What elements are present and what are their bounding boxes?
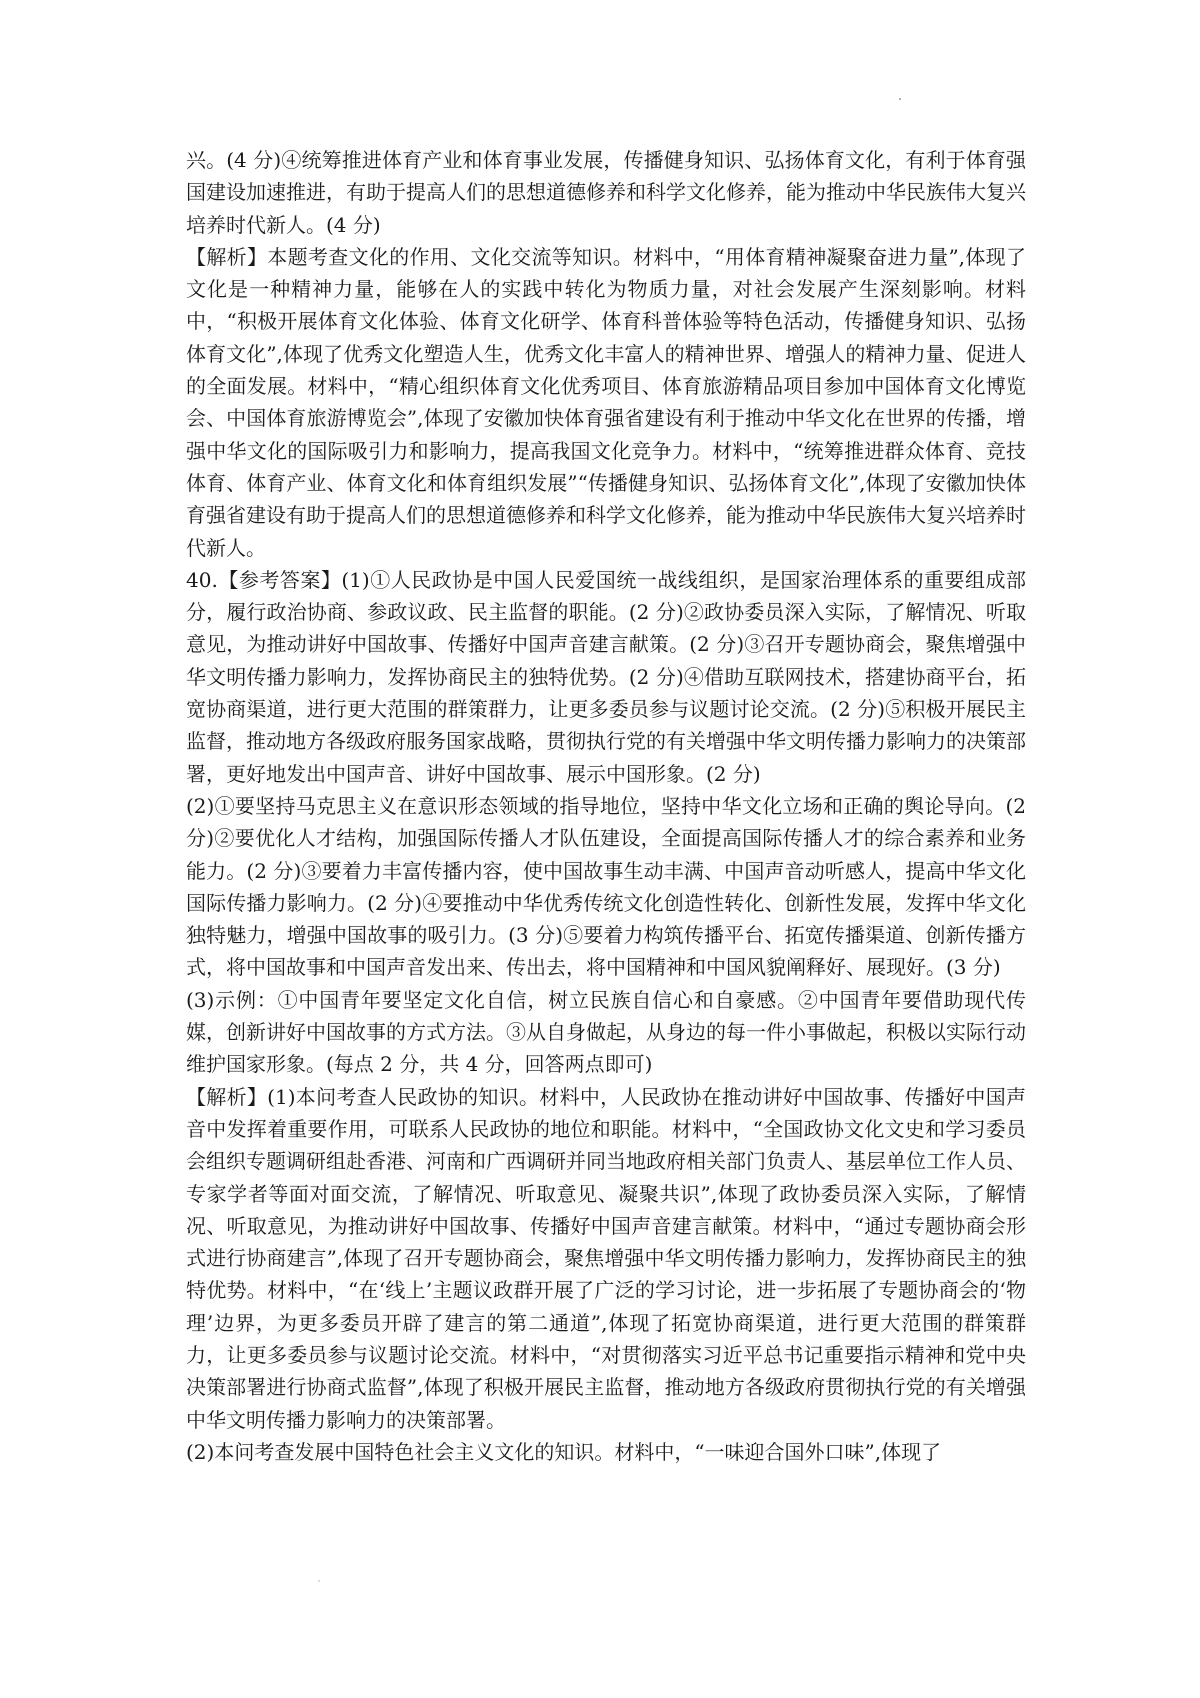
paragraph-answer-40-part2: (2)①要坚持马克思主义在意识形态领域的指导地位，坚持中华文化立场和正确的舆论导向。(2 分)②要优化人才结构，加强国际传播人才队伍建设，全面提高国际传播人才的综合素养和业务能力。(2 分)③要着力丰富传播内容，使中国故事生动丰满、中国声音动听感人，提高中华文化国际传播力影响力。(2 分)④要推动中华优秀传统文化创造性转化、创新性发展，发挥中华文化独特魅力，增强中国故事的吸引力。(3 分)⑤要着力构筑传播平台、拓宽传播渠道、创新传播方式，将中国故事和中国声音发出来、传出去，将中国精神和中国风貌阐释好、展现好。(3 分)	[186, 793, 1026, 980]
document-body	[186, 144, 1026, 1468]
paragraph-answer-40-part3: (3)示例：①中国青年要坚定文化自信，树立民族自信心和自豪感。②中国青年要借助现代传媒，创新讲好中国故事的方式方法。③从自身做起，从身边的每一件小事做起，积极以实际行动维护国家形象。(每点 2 分，共 4 分，回答两点即可)	[186, 987, 1026, 1077]
scan-speck	[318, 1580, 320, 1582]
paragraph-analysis-39: 【解析】本题考查文化的作用、文化交流等知识。材料中，“用体育精神凝聚奋进力量”,体现了文化是一种精神力量，能够在人的实践中转化为物质力量，对社会发展产生深刻影响。材料中，“积极开展体育文化体验、体育文化研学、体育科普体验等特色活动，传播健身知识、弘扬体育文化”,体现了优秀文化塑造人生，优秀文化丰富人的精神世界、增强人的精神力量、促进人的全面发展。材料中，“精心组织体育文化优秀项目、体育旅游精品项目参加中国体育文化博览会、中国体育旅游博览会”,体现了安徽加快体育强省建设有利于推动中华文化在世界的传播，增强中华文化的国际吸引力和影响力，提高我国文化竞争力。材料中，“统筹推进群众体育、竞技体育、体育产业、体育文化和体育组织发展”“传播健身知识、弘扬体育文化”,体现了安徽加快体育强省建设有助于提高人们的思想道德修养和科学文化修养，能为推动中华民族伟大复兴培养时代新人。	[186, 244, 1026, 560]
paragraph-answer-39-end: 兴。(4 分)④统筹推进体育产业和体育事业发展，传播健身知识、弘扬体育文化，有利于体育强国建设加速推进，有助于提高人们的思想道德修养和科学文化修养，能为推动中华民族伟大复兴培养时代新人。(4 分)	[186, 148, 1026, 237]
paragraph-answer-40-part1: 40.【参考答案】(1)①人民政协是中国人民爱国统一战线组织，是国家治理体系的重要组成部分，履行政治协商、参政议政、民主监督的职能。(2 分)②政协委员深入实际，了解情况、听取意见，为推动讲好中国故事、传播好中国声音建言献策。(2 分)③召开专题协商会，聚焦增强中华文明传播力影响力，发挥协商民主的独特优势。(2 分)④借助互联网技术，搭建协商平台，拓宽协商渠道，进行更大范围的群策群力，让更多委员参与议题讨论交流。(2 分)⑤积极开展民主监督，推动地方各级政府服务国家战略，贯彻执行党的有关增强中华文明传播力影响力的决策部署，更好地发出中国声音、讲好中国故事、展示中国形象。(2 分)	[186, 567, 1026, 786]
paragraph-analysis-40-part1: 【解析】(1)本问考查人民政协的知识。材料中，人民政协在推动讲好中国故事、传播好中国声音中发挥着重要作用，可联系人民政协的地位和职能。材料中，“全国政协文化文史和学习委员会组织专题调研组赴香港、河南和广西调研并同当地政府相关部门负责人、基层单位工作人员、专家学者等面对面交流，了解情况、听取意见、凝聚共识”,体现了政协委员深入实际，了解情况、听取意见，为推动讲好中国故事、传播好中国声音建言献策。材料中，“通过专题协商会形式进行协商建言”,体现了召开专题协商会，聚焦增强中华文明传播力影响力，发挥协商民主的独特优势。材料中，“在‘线上’主题议政群开展了广泛的学习讨论，进一步拓展了专题协商会的‘物理’边界，为更多委员开辟了建言的第二通道”,体现了拓宽协商渠道，进行更大范围的群策群力，让更多委员参与议题讨论交流。材料中，“对贯彻落实习近平总书记重要指示精神和党中央决策部署进行协商式监督”,体现了积极开展民主监督，推动地方各级政府贯彻执行党的有关增强中华文明传播力影响力的决策部署。	[186, 1084, 1026, 1432]
scan-speck	[899, 98, 901, 100]
paragraph-analysis-40-part2: (2)本问考查发展中国特色社会主义文化的知识。材料中，“一味迎合国外口味”,体现了	[186, 1439, 942, 1464]
